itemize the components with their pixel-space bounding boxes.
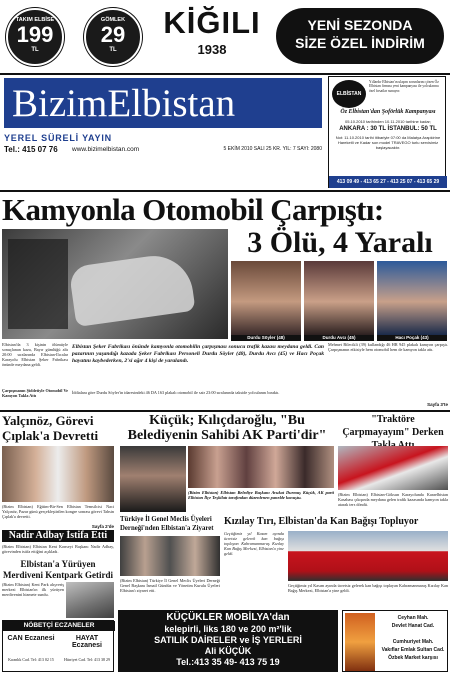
side-ad-title: Öz Elbistan'dan Şoförlük Kampanyası (340, 109, 436, 115)
sale-line-1: YENİ SEZONDA (307, 17, 413, 33)
mid-rule (0, 410, 450, 412)
main-story-left-text: Elbistan'da 3 kişinin ölümüyle sonuçlanan kaza, Bayır gümlüğü altı 20:00 sıralarında Elbistan-Ilıcalar Karayolu Elbistan Şeker Fabrikası önünde meydana geldi. (2, 342, 68, 368)
story-kizilay-text: Geçtiğimiz yıl Kasım ayında ücretsiz gelerek kan bağışı toplayan Kahramanmaraş Kızılay Kan Bağış Merkezi, Elbistan'a yine geldi. (224, 531, 284, 557)
pharmacy-1-address: Kıranlık Cad. Tel: 413 02 15 (8, 657, 54, 662)
badge-shirt-price: 29 (100, 22, 126, 47)
pharmacy-2-address: Hürriyet Cad. Tel: 413 38 29 (63, 657, 111, 662)
brand-name: KİĞILI (163, 5, 261, 40)
oz-elbistan-logo (332, 80, 366, 108)
side-ad-dates: 05.10.2010 tarihinden 10.11.2010 tarihine kadar; (345, 119, 431, 124)
story-kentpark-text: (Bizim Elbistan) Kent Park alışveriş merkezi Elbistan'ın ilk yürüyen merdivenini hizmete sundu. (2, 582, 64, 598)
furniture-line-2: kelepirli, liks 180 ve 200 m²'lik (164, 624, 292, 634)
pharmacy-1-name: CAN Eczanesi (7, 635, 55, 642)
story-meclis-text: (Bizim Elbistan) Türkiye İl Genel Meclis Üyeleri Derneği Genel Başkanı İsmail Gündüz ve Yönetim Kurulu Üyeleri Elbistan'ı ziyaret etti. (120, 578, 220, 594)
side-ad-note: Not: 11.10.2010 tarihi itibariyle 07:00 da Malatya Arapkirine Hareketli ve Kadar son model TRAVEGO turlu servisimiz başlayacaktır. (335, 135, 441, 150)
story-kucuk-prefix: Küçük; (149, 413, 198, 428)
victim-photo-2 (304, 261, 374, 335)
sub-headline: 3 Ölü, 4 Yaralı (247, 226, 433, 259)
furniture-line-1: KÜÇÜKLER MOBİLYA'dan (166, 612, 290, 623)
kigili-logo (152, 4, 272, 68)
side-ad-phones: 413 09 49 - 413 65 27 - 413 25 07 - 413 65 29 (329, 176, 447, 188)
sale-ad-box (276, 8, 444, 64)
main-story-lead: Elbistan Şeker Fabrikası önünde kamyonla otomobilin çarpışması sonucu trafik kazası meydana geldi. Can pazarının yaşandığı kazada Şeker Fabrikası Personeli Durdu Söyler (48), Durdu Avcı (45) ve Hacı Poçak hayatını kaybederken, 2'si ağır 4 kişi de yaralandı. (72, 344, 324, 364)
story-kentpark-title: Elbistan'a Yürüyen Merdiveni Kentpark Getirdi (3, 559, 113, 580)
story-meclis-title: Türkiye İl Genel Meclis Üyeleri Derneği'nden Elbistan'a Ziyaret (120, 516, 214, 532)
corner-ad-line-4: Vakıflar Emlak Sultan Cad. (381, 647, 445, 653)
masthead (4, 78, 322, 170)
furniture-line-3: SATILIK DAİRELER ve İŞ YERLERİ (154, 635, 302, 645)
story-meclis-photo (120, 536, 220, 576)
corner-ad-line-5: Özbek Market karşısı (388, 655, 438, 661)
story-kizilay-truck-photo (288, 531, 448, 581)
crash-photo (2, 229, 228, 339)
victim-photo-1 (231, 261, 301, 335)
issue-info: 5 EKİM 2010 SALI 25 KR. YIL: 7 SAYI: 2080 (223, 146, 322, 152)
story-traktor-title: "Traktöre Çarpmayayım" Derken (342, 414, 444, 438)
badge-shirt-label: GÖMLEK (100, 17, 126, 23)
victim-caption-1: Durdu Söyler (48) (231, 335, 301, 341)
corner-ad-line-3: Cumhuriyet Mah. (392, 639, 434, 645)
oz-elbistan-ad (328, 76, 446, 188)
story-yalcinoz-see: Sayfa 2'de (91, 524, 114, 529)
badge-suit-label: TAKIM ELBİSE (15, 17, 55, 23)
story-kucuk-headline: Kılıçdaroğlu, "Bu Belediyenin Sahibi AK Parti'dir" (127, 413, 327, 443)
side-ad-intro: Yıllardır Elbistan'ın ulaşım sorunlarını çözen Öz Elbistan firması yeni kampanyası ile yolcularına özel fırsatlar sunuyor. (369, 80, 439, 93)
suit-price-badge (6, 8, 64, 66)
story-yalcinoz-title: Yalçınöz, Görevi Çıplak'a Devretti (2, 413, 99, 443)
main-story-left-more: Çarpışmanın Şiddetiyle Otomobil Ve Kamyon Takla Attı (2, 388, 68, 399)
furniture-phone: Tel.:413 35 49- 413 75 19 (176, 657, 280, 667)
crowd-shape (8, 239, 68, 329)
story-kentpark-photo (66, 582, 114, 618)
corner-ad-building (345, 613, 375, 671)
story-traktor-photo (338, 446, 448, 490)
furniture-contact-name: Ali KÜÇÜK (204, 646, 252, 656)
main-story-bottom-text: İddialara göre Durdu Söyler'in idaresindeki 46 DA 163 plakalı otomobil ile sair 23:00 sıralarında takside yolcularını bıraktı. (72, 390, 280, 395)
shirt-price-badge (84, 8, 142, 66)
story-kucuk-text: (Bizim Elbistan) Elbistan Belediye Başkanı Avukat Durmuş Küçük, AK parti Elbistan İlçe Teşkilatı tarafından düzenlenen panelde konuştu. (188, 490, 334, 501)
main-story-see-page: Sayfa 3'te (427, 402, 448, 407)
story-traktor-text: (Bizim Elbistan) Elbistan-Göksun Karayolunda Karaelbistan Kasabası çıkışında meydana gelen trafik kazasında kamyon takla atarak ters döndü. (338, 492, 448, 508)
victim-caption-3: Hacı Poçak (43) (377, 335, 447, 341)
masthead-site: www.bizimelbistan.com (72, 146, 140, 153)
badge-suit-price: 199 (16, 22, 54, 47)
victim-caption-2: Durdu Avcı (45) (304, 335, 374, 341)
logo-text: ELBİSTAN (336, 91, 362, 97)
victim-photo-3 (377, 261, 447, 335)
sale-line-2: SİZE ÖZEL İNDİRİM (295, 35, 425, 51)
story-kizilay-title: Kızılay Tırı, Elbistan'da Kan Bağışı Topluyor (224, 516, 419, 527)
story-yalcinoz-text: (Bizim Elbistan) Eğitim-Bir-Sen Elbistan Temsilcisi Naci Yalçınöz, Pazar günü gerçekleştirilen kongre sonrası görevi Tahsin Çıplak'a devretti. (2, 504, 114, 520)
story-kucuk-photo (120, 446, 186, 512)
story-kizilay-text-2: Geçtiğimiz yıl Kasım ayında ücretsiz gelerek kan bağışı toplayan Kahramanmaraş Kızılay Kan Bağış Merkezi, Elbistan'a yine geldi. (288, 583, 448, 594)
headline-watermark (140, 204, 340, 215)
pharmacy-box (2, 620, 114, 672)
badge-shirt-unit: TL (109, 47, 117, 53)
pharmacy-title: NÖBETÇİ ECZANELER (3, 621, 115, 631)
top-rule (0, 73, 450, 75)
kucukler-mobilya-ad (118, 610, 338, 672)
corner-ad-line-2: Devlet Hanat Cad. (391, 623, 435, 629)
badge-suit-unit: TL (31, 47, 39, 53)
pharmacy-2-name: HAYAT Eczanesi (72, 635, 102, 649)
brand-year: 1938 (197, 42, 227, 57)
main-story-right-text: Mehmet Bilecikli (39) kullandığı 46 HR 945 plakalı kamyon çarpıştı. Çarpışmanın etkisiyle hem otomobil hem de kamyon takla attı. (328, 342, 448, 353)
masthead-tagline: YEREL SÜRELİ YAYIN (4, 133, 112, 143)
wrecked-car-shape (68, 251, 195, 327)
story-yalcinoz-photo (2, 446, 114, 502)
top-banner (0, 0, 450, 72)
story-adbay-title: Nadir Adbay İstifa Etti (2, 530, 114, 542)
masthead-title: BizimElbistan (12, 82, 236, 125)
story-kucuk-title (120, 413, 334, 443)
main-headline: Kamyonla Otomobil Çarpıştı: (2, 192, 384, 227)
story-adbay-text: (Bizim Elbistan) Elbistan Kent Konseyi Başkanı Nadir Adbay, görevinden istifa ettiğini açıkladı. (2, 544, 114, 555)
story-kucuk-crowd-photo (188, 446, 334, 488)
side-ad-prices: ANKARA : 30 TL İSTANBUL: 50 TL (339, 126, 437, 132)
corner-address-ad (342, 610, 448, 672)
corner-ad-line-1: Ceyhan Mah. (397, 615, 429, 621)
masthead-phone: Tel.: 415 07 76 (4, 145, 58, 154)
